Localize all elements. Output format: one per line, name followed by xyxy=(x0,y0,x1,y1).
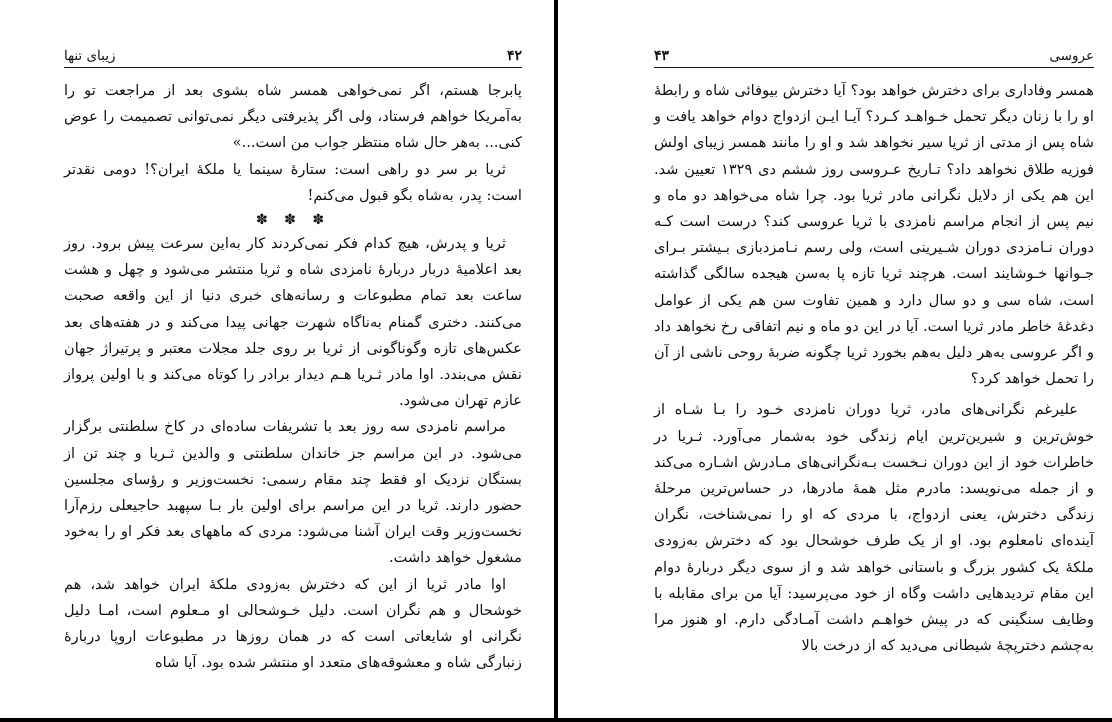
right-running-head xyxy=(654,44,1094,66)
left-header-rule xyxy=(64,67,522,68)
right-running-title: عروسی xyxy=(1049,48,1094,64)
right-paragraph-1: همسر وفاداری برای دخترش خواهد بود؟ آیا دخترش بیوفائی شاه و رابطهٔ او را با زنان دیگر تحمل خـواهـد کـرد؟ آیـا ایـن ازدواج دوام خواهد یافت و شاه پس از مدتی از ثریا سیر نخواهد شد و او را مانند همسر زیبای اولش فوزیه طلاق نخواهد داد؟ تـاریخ عـروسی روز ششم دی ۱۳۲۹ تعیین شد. این هم یکی از دلایل نگرانی مادر ثریا بود. چرا شاه می‌خواهد دو ماه و نیم پس از انجام مراسم نامزدی با ثریا عروسی کند؟ درست است کـه دوران نـامزدی دوران شـیرینی است، ولی رسم نـامزدبازی بـیشتر بـرای جـوانها خـوشایند است. هرچند ثریا تازه پا به‌سن هیجده سالگی گذاشته است، شاه سی و دو سال دارد و همین تفاوت سن هم یکی از عوامل دغدغهٔ خاطر مادر ثریا است. آیا در این دو ماه و نیم اتفاقی رخ نخواهد داد و اگر عروسی به‌هر دلیل به‌هم بخورد ثریا چگونه ضربهٔ روحی ناشی از آن را تحمل خواهد کرد؟ xyxy=(654,82,1095,388)
left-paragraph-1: پابرجا هستم، اگر نمی‌خواهی همسر شاه بشوی بعد از مراجعت تو را به‌آمریکا خواهم فرستاد، ولی اگر پذیرفتی دیگر نمی‌توانی تصمیمت را عوض کنی... به‌هر حال شاه منتظر جواب من است...» xyxy=(64,82,522,152)
left-paragraph-4: مراسم نامزدی سه روز بعد با تشریفات ساده‌ای در کاخ سلطنتی برگزار می‌شود. در این مراسم جز خاندان سلطنتی و والدین ثـریا و چند تن از بستگان نزدیک او فقط چند مقام رسمی: نخست‌وزیر و رؤسای مجلسین حضور دارند. ثریا در این مراسم برای اولین بار بـا سپهبد حاجیعلی رزم‌آرا نخست‌وزیر وقت ایران آشنا می‌شود: مردی که ماههای بعد فکر او را به‌خود مشغول خواهد داشت. xyxy=(64,418,522,567)
left-running-title: زیبای تنها xyxy=(64,48,116,64)
left-paragraph-3: ثریا و پدرش، هیچ کدام فکر نمی‌کردند کار به‌این سرعت پیش برود. روز بعد اعلامیهٔ دربار دربارهٔ نامزدی شاه و ثریا منتشر می‌شود و چهل و هشت ساعت بعد تمام مطبوعات و رسانه‌های خبری دنیا از این واقعه صحبت می‌کنند. دختری گمنام به‌ناگاه شهرت جهانی پیدا می‌کند و در هفته‌های بعد عکس‌های تازه وگوناگونی از ثریا بر روی جلد مجلات معتبر و پرتیراژ جهان نقش می‌بندد. اوا مادر ثـریا هـم دیدار برادر را کوتاه می‌کند و با اولین پرواز عازم تهران می‌شود. xyxy=(64,235,522,410)
left-page xyxy=(0,0,555,722)
left-running-head xyxy=(64,44,522,66)
left-paragraph-2: ثریا بر سر دو راهی است: ستارهٔ سینما یا ملکهٔ ایران؟! دومی نقدتر است: پدر، به‌شاه بگو قبول می‌کنم! xyxy=(64,160,522,204)
book-gutter xyxy=(554,0,558,722)
left-paragraph-5: اوا مادر ثریا از این که دخترش به‌زودی ملکهٔ ایران خواهد شد، هم خوشحال و هم نگران است. دلیل خـوشحالی او مـعلوم است، امـا دلیل نگرانی او شایعاتی است که در همان روزها در مطبوعات اروپا دربارهٔ زنبارگی شاه و معشوقه‌های متعدد او منتشر شده بود. آیا شاه xyxy=(64,575,522,672)
right-page-number: ۴۳ xyxy=(654,48,670,64)
right-header-rule xyxy=(654,67,1094,68)
right-body-text xyxy=(654,78,1094,659)
left-body-text xyxy=(64,78,522,676)
section-separator: ✽ ✽ ✽ xyxy=(255,212,331,229)
right-paragraph-2: علیرغم نگرانی‌های مادر، ثریا دوران نامزدی خـود را بـا شـاه از خوش‌ترین و شیرین‌ترین ایام زندگی خود به‌شمار می‌آورد. ثـریا در خاطرات خود از این دوران نـخست بـه‌نگرانی‌های مـادرش اشـاره می‌کند و از جمله می‌نویسد: مادرم مثل همهٔ مادرها، در حساس‌ترین مرحلهٔ زندگی دخترش، یعنی ازدواج، با مردی که او را نمی‌شناخت، نگران آینده‌ای نامعلوم بود. او از یک طرف خوشحال بود که دخترش به‌زودی ملکهٔ یک کشور بزرگ و باستانی خواهد شد و از سوی دیگر دربارهٔ دوام این مقام تردیدهایی داشت وگاه از خود می‌پرسید: آیا من برای مقابله با وظایف سنگینی که در پیش خواهـم داشت آمـادگی دارم. او هنوز مرا به‌چشم دخترپچهٔ شیطانی می‌دید که از درخت بالا xyxy=(654,401,1094,655)
left-page-number: ۴۲ xyxy=(506,48,522,64)
right-page xyxy=(559,0,1112,722)
scan-bottom-edge xyxy=(0,718,1112,722)
